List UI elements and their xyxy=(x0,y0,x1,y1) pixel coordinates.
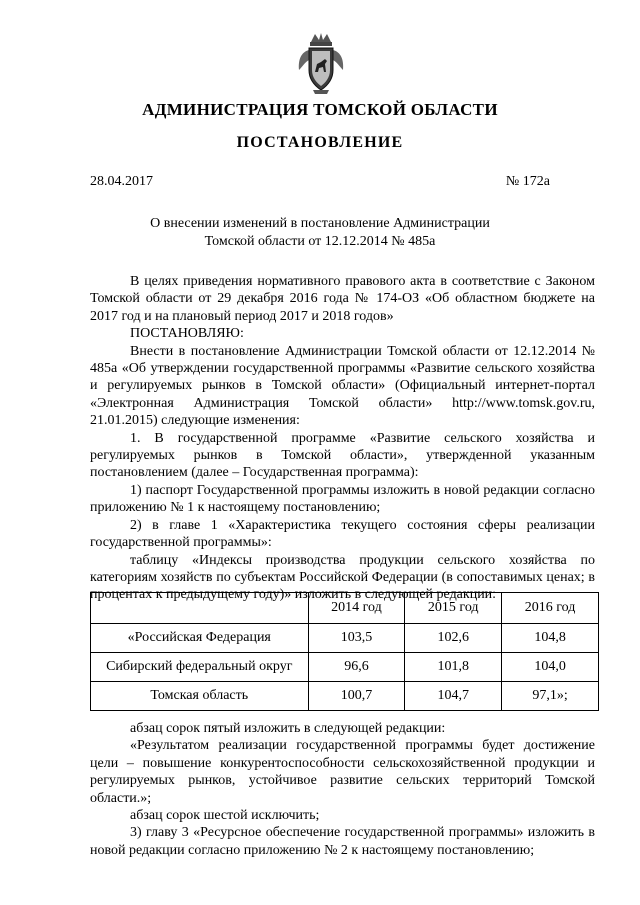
table-row xyxy=(91,624,599,653)
paragraph-item-1-3: 3) главу 3 «Ресурсное обеспечение государственной программы» изложить в новой редакции согласно приложению № 2 к настоящему постановлению; xyxy=(90,825,595,858)
table-cell: Томская область xyxy=(91,682,309,711)
document-number: № 172а xyxy=(505,174,550,189)
table-cell: 96,6 xyxy=(308,653,405,682)
paragraph-45: абзац сорок пятый изложить в следующей редакции: xyxy=(130,721,446,736)
subject-line-2: Томской области от 12.12.2014 № 485а xyxy=(204,234,436,249)
coat-of-arms-icon xyxy=(297,32,345,96)
paragraph-result: «Результатом реализации государственной программы будет достижение цели – повышение конкурентоспособности сельскохозяйственной продукции и регулируемых рынков, устойчивое развитие сельских территорий Томской области.»; xyxy=(90,738,595,806)
organization-name: АДМИНИСТРАЦИЯ ТОМСКОЙ ОБЛАСТИ xyxy=(142,100,498,119)
table-header-row xyxy=(91,593,599,624)
paragraph-46: абзац сорок шестой исключить; xyxy=(130,808,320,824)
document-type: ПОСТАНОВЛЕНИЕ xyxy=(236,134,404,151)
production-index-table xyxy=(90,592,599,711)
table-header-cell: 2015 год xyxy=(405,593,502,624)
paragraph-preamble: В целях приведения нормативного правового акта в соответствие с Законом Томской области от 29 декабря 2016 года № 174-ОЗ «Об областном бюджете на 2017 год и на плановый период 2017 и 2018 годов» xyxy=(90,274,595,324)
document-date: 28.04.2017 xyxy=(90,174,153,189)
table-cell: 100,7 xyxy=(308,682,405,711)
table-cell: 97,1»; xyxy=(502,682,599,711)
table-cell: 103,5 xyxy=(308,624,405,653)
table-cell: 104,7 xyxy=(405,682,502,711)
table-cell: 104,8 xyxy=(502,624,599,653)
paragraph-table-intro: таблицу «Индексы производства продукции сельского хозяйства по категориям хозяйств по субъектам Российской Федерации (в сопоставимых ценах; в процентах к предыдущему году)» изложить в следующей редакции: xyxy=(90,552,595,603)
paragraph-amend: Внести в постановление Администрации Томской области от 12.12.2014 № 485а «Об утверждении государственной программы «Развитие сельского хозяйства и регулируемых рынков в Томской области» (Официальный интернет-портал «Электронная Администрация Томской области» http://www.tomsk.gov.ru, 21.01.2015) следующие изменения: xyxy=(90,343,595,429)
table-header-cell xyxy=(91,593,309,624)
table-cell: 104,0 xyxy=(502,653,599,682)
subject-line-1: О внесении изменений в постановление Администрации xyxy=(150,216,490,231)
table-cell: 101,8 xyxy=(405,653,502,682)
document-subject xyxy=(0,215,640,251)
table-cell: 102,6 xyxy=(405,624,502,653)
paragraph-item-1: 1. В государственной программе «Развитие сельского хозяйства и регулируемых рынков в Томской области», утвержденной указанным постановлением (далее – Государственная программа): xyxy=(90,430,595,481)
table-cell: Сибирский федеральный округ xyxy=(91,653,309,682)
table-header-cell: 2014 год xyxy=(308,593,405,624)
table-row xyxy=(91,653,599,682)
paragraph-item-1-2: 2) в главе 1 «Характеристика текущего состояния сферы реализации государственной программы»: xyxy=(90,517,595,551)
document-body xyxy=(90,273,595,604)
table-row xyxy=(91,682,599,711)
paragraph-item-1-1: 1) паспорт Государственной программы изложить в новой редакции согласно приложению № 1 к настоящему постановлению; xyxy=(90,482,595,516)
document-body-continued xyxy=(90,720,595,859)
table-header-cell: 2016 год xyxy=(502,593,599,624)
table-cell: «Российская Федерация xyxy=(91,624,309,653)
paragraph-resolve: ПОСТАНОВЛЯЮ: xyxy=(130,326,244,342)
